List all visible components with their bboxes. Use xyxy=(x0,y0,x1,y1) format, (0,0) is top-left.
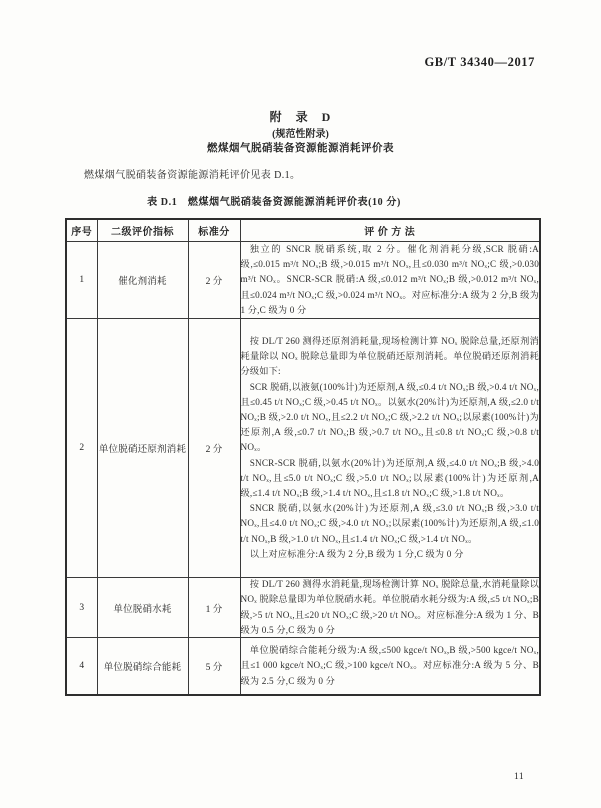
col-header-method: 评 价 方 法 xyxy=(240,219,540,242)
indicator-name: 单位脱硝水耗 xyxy=(97,578,188,638)
method-text-block xyxy=(241,578,540,637)
standard-score: 5 分 xyxy=(188,638,240,696)
standard-score: 2 分 xyxy=(188,319,240,578)
standard-score: 2 分 xyxy=(188,242,240,319)
method-paragraph: SNCR 脱硝,以氨水(20%计)为还原剂,A 级,≤3.0 t/t NOₓ;B 级,>3.0 t/t NOₓ,且≤4.0 t/t NOₓ;C 级,>4.0 t/t NOₓ;以尿素(100%计)为还原剂,A 级,≤1.0 t/t NOₓ,B 级,>1.0 t/t NOₓ,且≤1.4 t/t NOₓ;C 级,>1.4 t/t NOₓ。 xyxy=(240,503,539,544)
evaluation-method xyxy=(240,242,540,319)
table-header-row xyxy=(66,219,540,242)
intro-paragraph: 燃煤烟气脱硝装备资源能源消耗评价见表 D.1。 xyxy=(84,170,301,181)
table-row xyxy=(66,242,540,319)
evaluation-method xyxy=(240,638,540,696)
row-number: 2 xyxy=(66,319,97,578)
col-header-score: 标准分 xyxy=(188,219,240,242)
method-paragraph: 按 DL/T 260 测得水消耗量,现场检测计算 NOₓ 脱除总量,水消耗量除以 NOₓ 脱除总量即为单位脱硝水耗。单位脱硝水耗分级为:A 级,≤5 t/t NOₓ;B 级,>5 t/t NOₓ,且≤20 t/t NOₓ;C 级,>20 t/t NOₓ。对应标准分:A 级为 1 分、B 级为 0.5 分,C 级为 0 分 xyxy=(240,579,539,635)
page-number: 11 xyxy=(514,772,525,782)
appendix-subtitle: (规范性附录) xyxy=(272,129,329,140)
method-paragraph: 按 DL/T 260 测得还原剂消耗量,现场检测计算 NOₓ 脱除总量,还原剂消耗量除以 NOₓ 脱除总量即为单位脱硝还原剂消耗。单位脱硝还原剂消耗分级如下: xyxy=(240,335,539,377)
indicator-name: 催化剂消耗 xyxy=(97,242,188,319)
evaluation-table xyxy=(65,218,541,696)
method-text-block xyxy=(241,638,540,694)
method-text-block xyxy=(241,242,540,318)
appendix-subject: 燃煤烟气脱硝装备资源能源消耗评价表 xyxy=(207,143,394,154)
row-number: 1 xyxy=(66,242,97,319)
col-header-no: 序号 xyxy=(66,219,97,242)
indicator-name: 单位脱硝还原剂消耗 xyxy=(97,319,188,578)
method-paragraph: 单位脱硝综合能耗分级为:A 级,≤500 kgce/t NOₓ,B 级,>500 kgce/t NOₓ,且≤1 000 kgce/t NOₓ;C 级,>100 kgce/t NOₓ。对应标准分:A 级为 5 分、B 级为 2.5 分,C 级为 0 分 xyxy=(240,645,539,686)
appendix-title: 附 录 D xyxy=(269,110,332,124)
method-paragraph: SCR 脱硝,以液氨(100%计)为还原剂,A 级,≤0.4 t/t NOₓ;B 级,>0.4 t/t NOₓ,且≤0.45 t/t NOₓ;C 级,>0.45 t/t NOₓ。以氨水(20%计)为还原剂,A 级,≤2.0 t/t NOₓ;B 级,>2.0 t/t NOₓ,且≤2.2 t/t NOₓ;C 级,>2.2 t/t NOₓ;以尿素(100%计)为还原剂,A 级,≤0.7 t/t NOₓ;B 级,>0.7 t/t NOₓ,且≤0.8 t/t NOₓ;C 级,>0.8 t/t NOₓ。 xyxy=(240,381,539,453)
col-header-indicator: 二级评价指标 xyxy=(97,219,188,242)
table-row xyxy=(66,578,540,638)
standard-number: GB/T 34340—2017 xyxy=(424,55,535,69)
evaluation-method xyxy=(240,319,540,578)
table-row xyxy=(66,319,540,578)
method-text-block xyxy=(241,319,540,577)
standard-score: 1 分 xyxy=(188,578,240,638)
row-number: 3 xyxy=(66,578,97,638)
indicator-name: 单位脱硝综合能耗 xyxy=(97,638,188,696)
row-number: 4 xyxy=(66,638,97,696)
method-paragraph: 独立的 SNCR 脱硝系统,取 2 分。催化剂消耗分级,SCR 脱硝:A 级,≤0.015 m³/t NOₓ;B 级,>0.015 m³/t NOₓ,且≤0.030 m³/t NOₓ;C 级,>0.030 m³/t NOₓ。SNCR-SCR 脱硝:A 级,≤0.012 m³/t NOₓ;B 级,>0.012 m³/t NOₓ,且≤0.024 m³/t NOₓ;C 级,>0.024 m³/t NOₓ。对应标准分:A 级为 2 分,B 级为 1 分,C 级为 0 分 xyxy=(240,244,539,315)
method-paragraph: 以上对应标准分:A 级为 2 分,B 级为 1 分,C 级为 0 分 xyxy=(249,548,464,559)
table-row xyxy=(66,638,540,696)
evaluation-method xyxy=(240,578,540,638)
method-paragraph: SNCR-SCR 脱硝,以氨水(20%计)为还原剂,A 级,≤4.0 t/t NOₓ;B 级,>4.0 t/t NOₓ,且≤5.0 t/t NOₓ;C 级,>5.0 t/t NOₓ;以尿素(100%计)为还原剂,A 级,≤1.4 t/t NOₓ;B 级,>1.4 t/t NOₓ,且≤1.8 t/t NOₓ;C 级,>1.8 t/t NOₓ。 xyxy=(240,457,539,498)
table-caption: 表 D.1 燃煤烟气脱硝装备资源能源消耗评价表(10 分) xyxy=(147,197,401,208)
